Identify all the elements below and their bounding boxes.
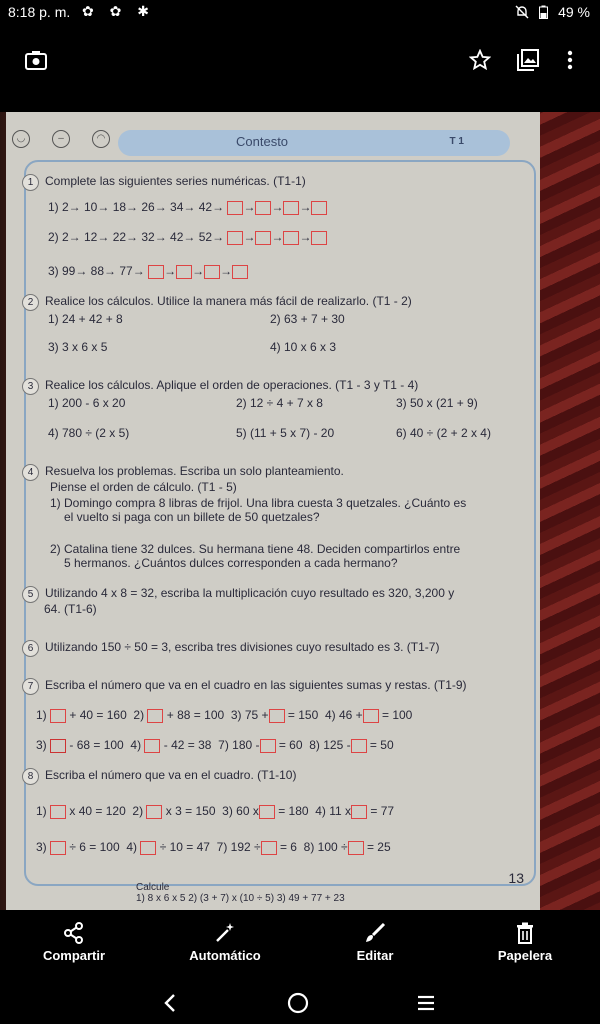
page-number: 13 bbox=[508, 870, 524, 886]
battery-percent: 49 % bbox=[558, 4, 590, 20]
status-bar bbox=[0, 0, 600, 26]
problem-1-cont: el vuelto si paga con un billete de 50 quetzales? bbox=[64, 510, 320, 524]
equation-row: 1) + 40 = 160 2) + 88 = 100 3) 75 + = 150 4) 46 + = 100 bbox=[36, 708, 413, 722]
calc-item: 6) 40 ÷ (2 + 2 x 4) bbox=[396, 426, 491, 440]
happy-face-icon: ◡ bbox=[12, 130, 30, 148]
section-5-title: 5 Utilizando 4 x 8 = 32, escriba la multiplicación cuyo resultado es 320, 3,200 y bbox=[22, 586, 454, 603]
edit-label: Editar bbox=[356, 948, 394, 963]
edit-button[interactable] bbox=[315, 922, 435, 963]
calc-item: 5) (11 + 5 x 7) - 20 bbox=[236, 426, 335, 440]
home-icon[interactable] bbox=[283, 988, 313, 1018]
auto-label: Automático bbox=[189, 948, 261, 963]
calc-item: 1) 200 - 6 x 20 bbox=[48, 396, 126, 410]
gallery-icon[interactable] bbox=[512, 44, 544, 76]
action-bar bbox=[0, 910, 600, 982]
worksheet-title: Contesto bbox=[236, 134, 289, 149]
section-5-title-cont: 64. (T1-6) bbox=[44, 602, 97, 616]
equation-row: 3) ÷ 6 = 100 4) ÷ 10 = 47 7) 192 ÷ = 6 8) 100 ÷ = 25 bbox=[36, 840, 391, 854]
problem-2: 2) Catalina tiene 32 dulces. Su hermana tiene 48. Deciden compartirlos entre bbox=[50, 542, 461, 556]
auto-button[interactable] bbox=[165, 922, 285, 963]
calc-item: 1) 24 + 42 + 8 bbox=[48, 312, 123, 326]
section-4-title: 4 Resuelva los problemas. Escriba un solo planteamiento. bbox=[22, 464, 344, 481]
section-3-title: 3 Realice los cálculos. Aplique el orden de operaciones. (T1 - 3 y T1 - 4) bbox=[22, 378, 418, 395]
star-icon[interactable] bbox=[464, 44, 496, 76]
recents-icon[interactable] bbox=[411, 988, 441, 1018]
battery-icon bbox=[539, 5, 548, 19]
section-number: 1 bbox=[22, 174, 39, 191]
section-6-title: 6 Utilizando 150 ÷ 50 = 3, escriba tres divisiones cuyo resultado es 3. (T1-7) bbox=[22, 640, 439, 657]
section-7-title: 7 Escriba el número que va en el cuadro en las siguientes sumas y restas. (T1-9) bbox=[22, 678, 467, 695]
clock: 8:18 p. m. bbox=[8, 4, 71, 20]
share-label: Compartir bbox=[42, 948, 106, 963]
share-button[interactable] bbox=[14, 922, 134, 963]
worksheet-page bbox=[6, 112, 540, 910]
trash-icon bbox=[465, 922, 585, 948]
notification-icons: ✿ ✿ ✱ bbox=[82, 3, 155, 19]
mute-icon bbox=[515, 5, 529, 19]
series-line-3: 3) 99→ 88→ 77→ → → → bbox=[48, 264, 248, 279]
back-icon[interactable] bbox=[155, 988, 185, 1018]
equation-row: 3) - 68 = 100 4) - 42 = 38 7) 180 - = 60 8) 125 - = 50 bbox=[36, 738, 394, 752]
equation-row: 1) x 40 = 120 2) x 3 = 150 3) 60 x = 180 4) 11 x = 77 bbox=[36, 804, 395, 818]
face-rating-icons bbox=[12, 130, 110, 148]
trash-button[interactable] bbox=[465, 922, 585, 963]
series-line-2: 2) 2→ 12→ 22→ 32→ 42→ 52→ → → → bbox=[48, 230, 327, 245]
sad-face-icon: ◠ bbox=[92, 130, 110, 148]
calc-item: 3) 50 x (21 + 9) bbox=[396, 396, 478, 410]
brush-icon bbox=[315, 922, 435, 948]
calc-item: 3) 3 x 6 x 5 bbox=[48, 340, 108, 354]
more-icon[interactable] bbox=[554, 44, 586, 76]
section-1-title: 1 Complete las siguientes series numéricas. (T1-1) bbox=[22, 174, 306, 191]
navigation-bar bbox=[0, 982, 600, 1024]
camera-icon[interactable] bbox=[20, 44, 52, 76]
viewer-toolbar bbox=[0, 26, 600, 112]
photo-view[interactable] bbox=[0, 112, 600, 910]
neutral-face-icon: – bbox=[52, 130, 70, 148]
series-line-1: 1) 2→ 10→ 18→ 26→ 34→ 42→ → → → bbox=[48, 200, 327, 215]
unit-label: T 1 bbox=[449, 136, 464, 147]
share-icon bbox=[14, 922, 134, 948]
magic-wand-icon bbox=[165, 922, 285, 948]
calc-item: 2) 12 ÷ 4 + 7 x 8 bbox=[236, 396, 323, 410]
section-4-subtitle: Piense el orden de cálculo. (T1 - 5) bbox=[50, 480, 237, 494]
section-8-title: 8 Escriba el número que va en el cuadro. (T1-10) bbox=[22, 768, 296, 785]
trash-label: Papelera bbox=[497, 948, 553, 963]
calc-item: 4) 10 x 6 x 3 bbox=[270, 340, 337, 354]
problem-1: 1) Domingo compra 8 libras de frijol. Una libra cuesta 3 quetzales. ¿Cuánto es bbox=[50, 496, 467, 510]
footer-label: Calcule bbox=[136, 882, 170, 893]
calc-item: 4) 780 ÷ (2 x 5) bbox=[48, 426, 130, 440]
calc-item: 2) 63 + 7 + 30 bbox=[270, 312, 345, 326]
worksheet-header bbox=[118, 130, 510, 156]
footer-items: 1) 8 x 6 x 5 2) (3 + 7) x (10 ÷ 5) 3) 49 + 77 + 23 bbox=[136, 893, 345, 904]
footer-calc bbox=[136, 882, 345, 904]
section-2-title: 2 Realice los cálculos. Utilice la manera más fácil de realizarlo. (T1 - 2) bbox=[22, 294, 412, 311]
problem-2-cont: 5 hermanos. ¿Cuántos dulces corresponden a cada hermano? bbox=[64, 556, 398, 570]
